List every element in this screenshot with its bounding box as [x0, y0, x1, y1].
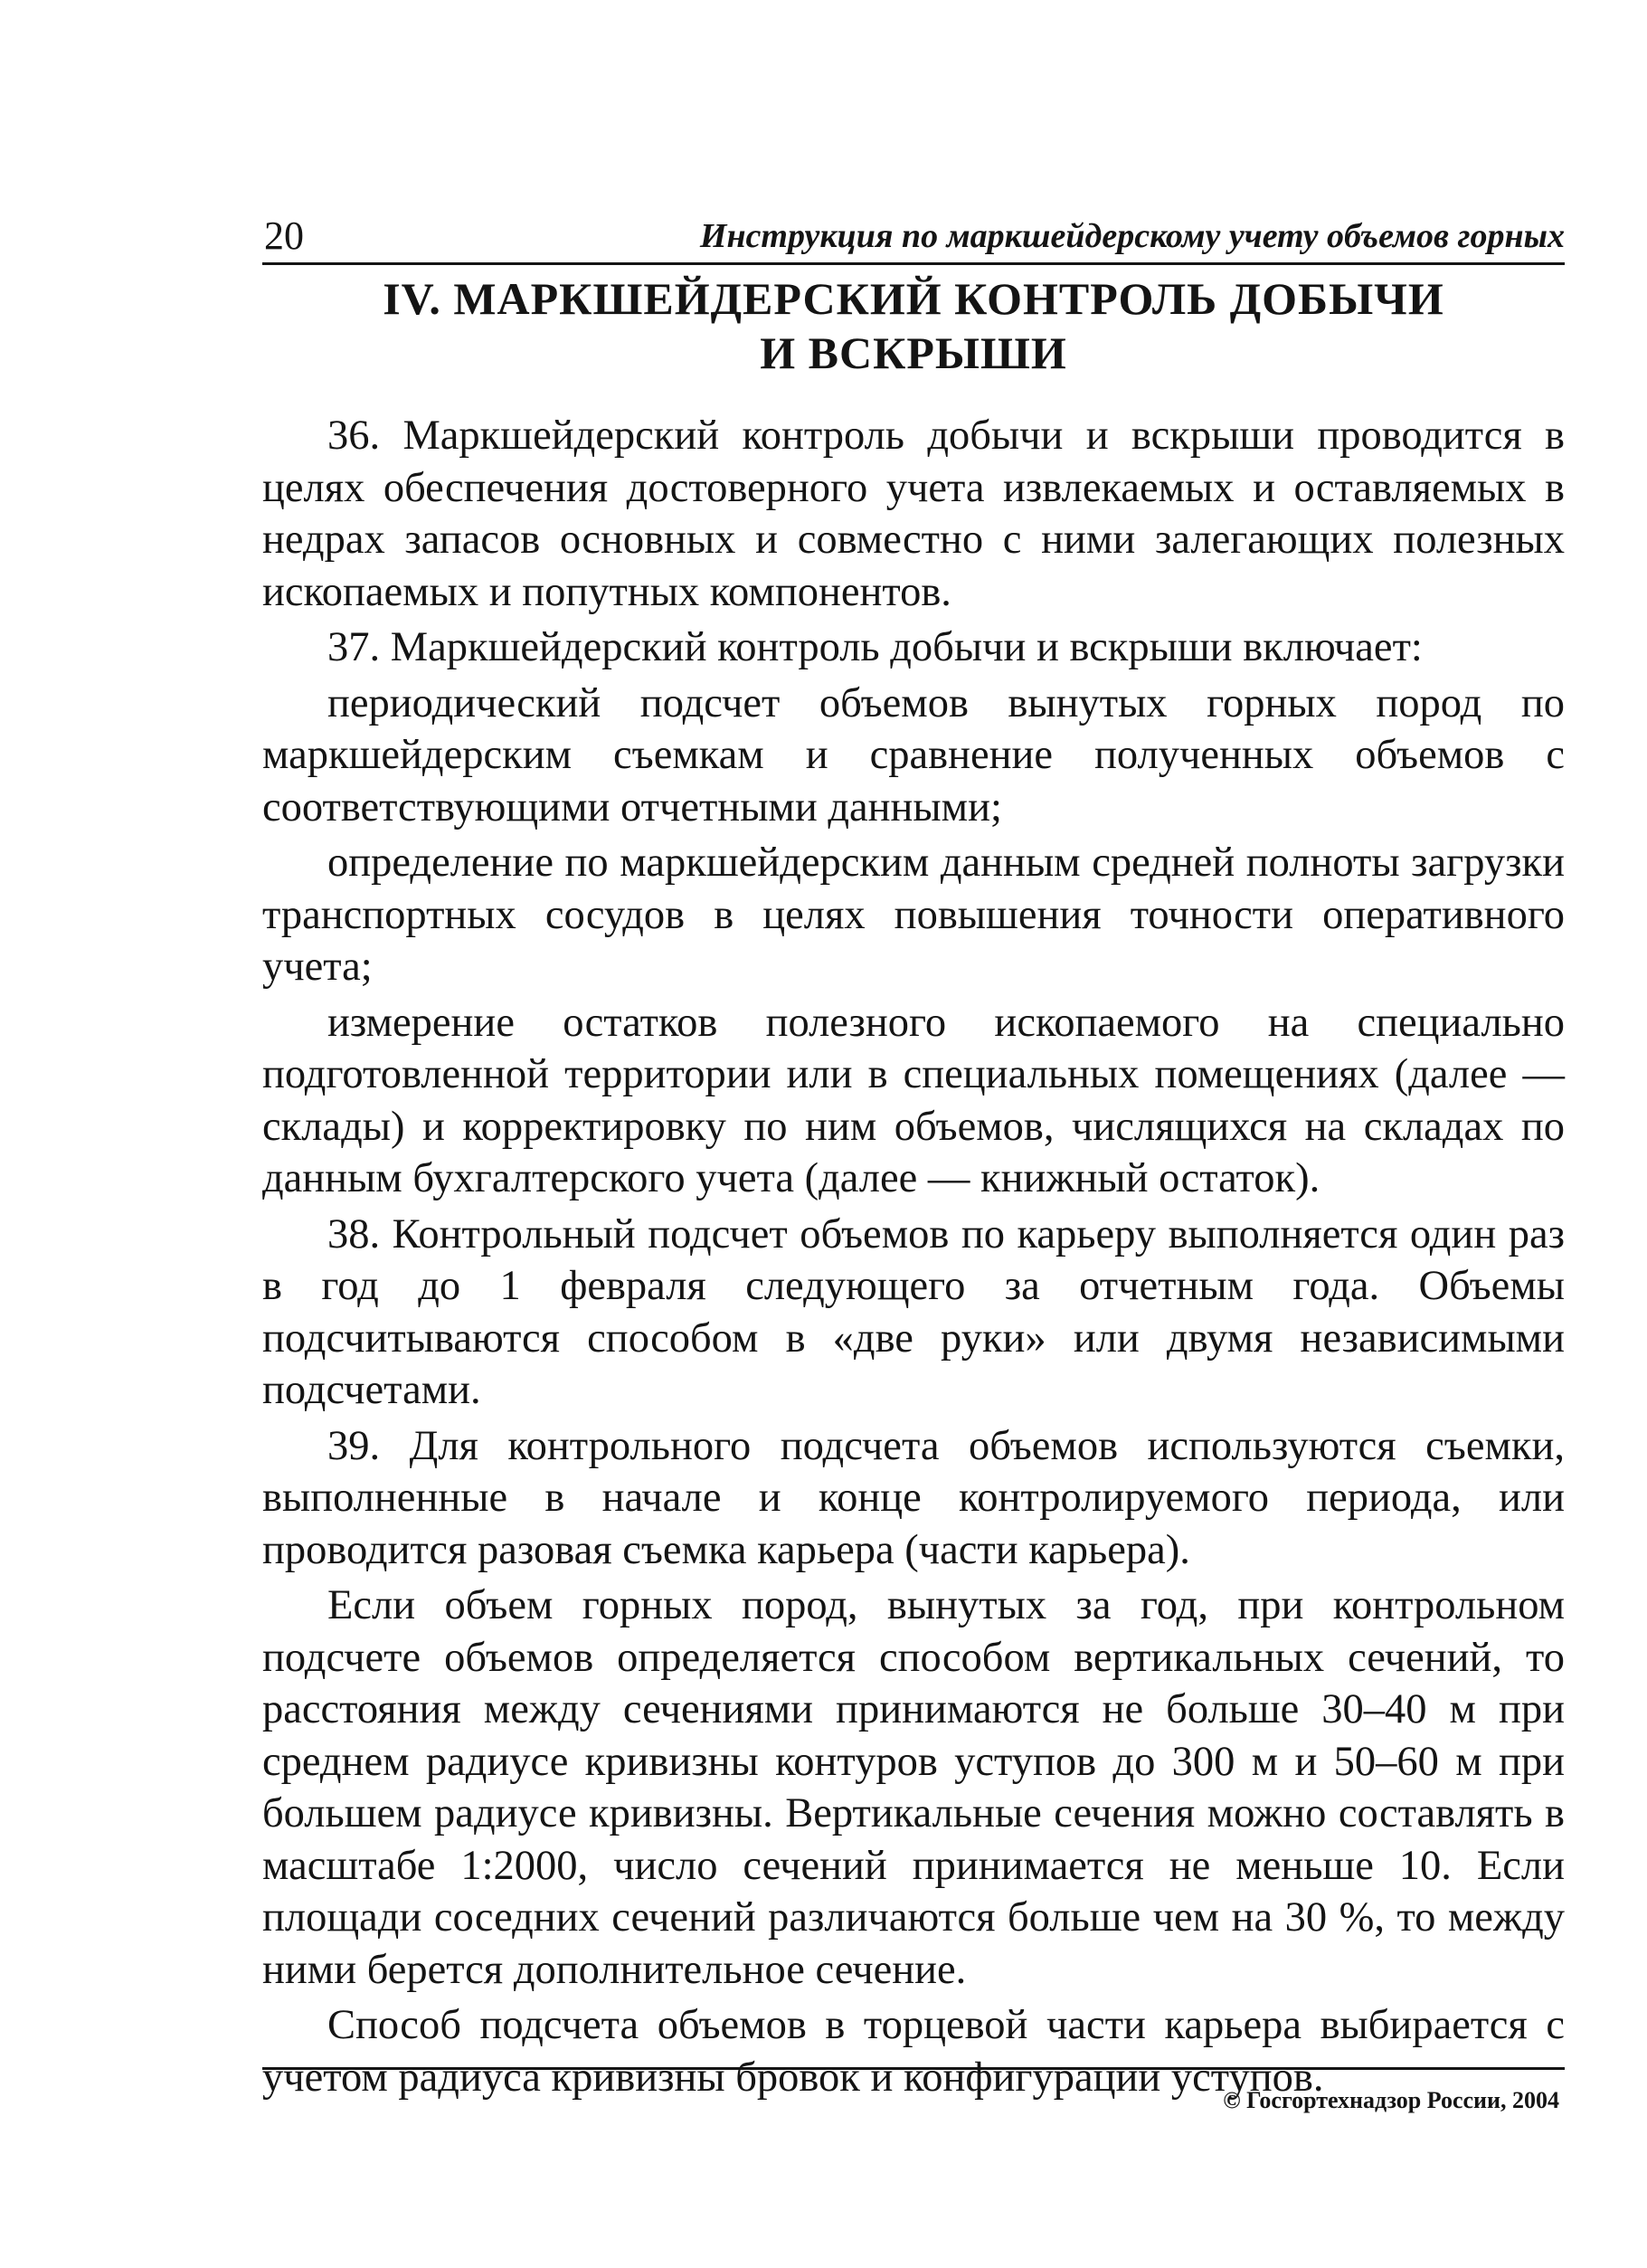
- copyright: © Госгортехнадзор России, 2004: [1223, 2087, 1559, 2113]
- document-page: [262, 0, 1565, 2268]
- paragraph-vertical-sections: Если объем горных пород, вынутых за год, при контрольном подсчете объемов определяется способом вертикальных сечений, то расстояния между сечениями принимаются не больше 30–40 м при среднем радиусе кривизны контуров уступов до 300 м и 50–60 м при большем радиусе кривизны. Вертикальные сечения можно составлять в масштабе 1:2000, число сечений принимается не меньше 10. Если площади соседних сечений различаются больше чем на 30 %, то между ними берется дополнительное сечение.: [262, 1582, 1565, 1993]
- list-item-load-completeness: определение по маркшейдерским данным средней полноты загрузки транспортных сосудов в целях повышения точности оперативного учета;: [262, 840, 1565, 990]
- section-title-line-2: И ВСКРЫШИ: [760, 327, 1067, 378]
- list-item-stock-measurement: измерение остатков полезного ископаемого на специально подготовленной территории или в специальных помещениях (далее — склады) и корректировку по ним объемов, числящихся на складах по данным бухгалтерского учета (далее — книжный остаток).: [262, 999, 1565, 1201]
- paragraph-38: 38. Контрольный подсчет объемов по карьеру выполняется один раз в год до 1 февраля следующего за отчетным года. Объемы подсчитываются способом в «две руки» или двумя независимыми подсчетами.: [262, 1210, 1565, 1413]
- section-title: [262, 271, 1565, 380]
- running-title: Инструкция по маркшейдерскому учету объемов горных: [699, 217, 1565, 255]
- page-header: [262, 206, 1565, 265]
- paragraph-39: 39. Для контрольного подсчета объемов используются съемки, выполненные в начале и конце контролируемого периода, или проводится разовая съемка карьера (части карьера).: [262, 1422, 1565, 1573]
- footer-divider: [262, 2067, 1565, 2070]
- paragraph-37: 37. Маркшейдерский контроль добычи и вскрыши включает:: [327, 624, 1423, 670]
- section-title-line-1: IV. МАРКШЕЙДЕРСКИЙ КОНТРОЛЬ ДОБЫЧИ: [383, 273, 1444, 324]
- paragraph-36: 36. Маркшейдерский контроль добычи и вскрыши проводится в целях обеспечения достоверного учета извлекаемых и оставляемых в недрах запасов основных и совместно с ними залегающих полезных ископаемых и попутных компонентов.: [262, 413, 1565, 615]
- list-item-periodic-count: периодический подсчет объемов вынутых горных пород по маркшейдерским съемкам и сравнение полученных объемов с соответствующими отчетными данными;: [262, 679, 1565, 830]
- body-text: [262, 410, 1565, 2103]
- paragraph-end-part-method: Способ подсчета объемов в торцевой части карьера выбирается с учетом радиуса кривизны бровок и конфигурации уступов.: [262, 2002, 1565, 2101]
- page-number: 20: [264, 214, 304, 258]
